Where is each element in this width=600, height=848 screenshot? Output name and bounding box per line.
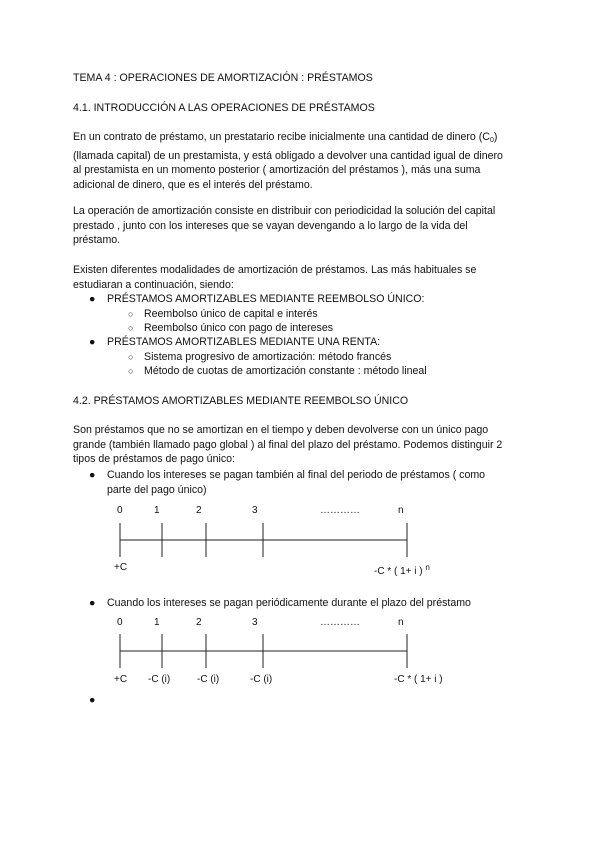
paragraph-line: La operación de amortización consiste en distribuir con periodicidad la solución del capital xyxy=(73,205,496,217)
paragraph-line: adicional de dinero, que es el interés del préstamo. xyxy=(73,178,313,191)
bullet-icon: ● xyxy=(89,694,96,706)
timeline-tick-label: 0 xyxy=(117,505,123,516)
cash-flow-label: -C * ( 1+ i ) $^n$ xyxy=(374,563,430,577)
cash-flow-label: -C (i) xyxy=(197,674,220,685)
paragraph-line: préstamo. xyxy=(73,234,121,246)
timeline-tick-label: 3 xyxy=(252,505,258,516)
empty-list-item xyxy=(89,693,107,707)
paragraph-line: tipos de préstamos de pago único: xyxy=(73,453,235,465)
document-title: TEMA 4 : OPERACIONES DE AMORTIZACIÓN : PRÉSTAMOS xyxy=(73,72,373,84)
paragraph-line: Son préstamos que no se amortizan en el tiempo y deben devolverse con un único pago xyxy=(73,424,489,436)
timeline-tick-label: 2 xyxy=(196,617,202,628)
timeline-tick-label: 3 xyxy=(252,617,258,628)
paragraph-line: grande (también llamado pago global ) al final del plazo del préstamo. Podemos distinguir 2 xyxy=(73,438,503,451)
sub-list-item: ○ Reembolso único con pago de intereses xyxy=(128,322,334,334)
timeline-tick-label: 1 xyxy=(154,505,160,516)
sub-list-item: ○ Reembolso único de capital e interés xyxy=(128,308,318,320)
list-item: ● Cuando los intereses se pagan periódicamente durante el plazo del préstamo xyxy=(89,597,471,609)
timeline-2 xyxy=(120,634,407,668)
list-item-continuation: parte del pago único) xyxy=(107,484,207,496)
cash-flow-label: -C (i) xyxy=(250,674,273,685)
paragraph-line: al prestamista en un momento posterior ( amortización del préstamos ), más una suma xyxy=(73,164,481,176)
list-item: ● Cuando los intereses se pagan también al final del periodo de préstamos ( como xyxy=(89,469,486,481)
timeline-tick-label: n xyxy=(398,505,404,516)
paragraph-line: estudiaran a continuación, siendo: xyxy=(73,278,234,291)
paragraph-line: prestado , junto con los intereses que se vayan devengando a lo largo de la vida del xyxy=(73,219,468,232)
list-item: ● PRÉSTAMOS AMORTIZABLES MEDIANTE REEMBOLSO ÚNICO: xyxy=(89,293,425,305)
bullet-icon: ● xyxy=(89,597,96,609)
paragraph-line: (llamada capital) de un prestamista, y está obligado a devolver una cantidad igual de dinero xyxy=(73,149,503,162)
circle-bullet-icon: ○ xyxy=(128,323,134,333)
section-heading-4-2: 4.2. PRÉSTAMOS AMORTIZABLES MEDIANTE REEMBOLSO ÚNICO xyxy=(73,395,409,407)
circle-bullet-icon: ○ xyxy=(128,366,134,376)
paragraph-line: En un contrato de préstamo, un prestatario recibe inicialmente una cantidad de dinero $(C_0)$ xyxy=(73,131,498,144)
cash-flow-label: -C * ( 1+ i ) xyxy=(394,674,443,685)
cash-flow-label: -C (i) xyxy=(148,674,171,685)
timeline-tick-label: ………… xyxy=(320,505,360,516)
timeline-1 xyxy=(120,523,407,557)
timeline-tick-label: n xyxy=(398,617,404,628)
sub-list-item: ○ Sistema progresivo de amortización: método francés xyxy=(128,351,392,363)
bullet-icon: ● xyxy=(89,336,96,348)
list-item: ● PRÉSTAMOS AMORTIZABLES MEDIANTE UNA RENTA: xyxy=(89,336,381,348)
paragraph-line: Existen diferentes modalidades de amortización de préstamos. Las más habituales se xyxy=(73,264,477,276)
cash-flow-label: +C xyxy=(114,562,128,573)
timeline-tick-label: ………… xyxy=(320,617,360,628)
bullet-icon: ● xyxy=(89,469,96,481)
cash-flow-label: +C xyxy=(114,674,128,685)
section-heading-4-1: 4.1. INTRODUCCIÓN A LAS OPERACIONES DE PRÉSTAMOS xyxy=(73,102,375,114)
bullet-icon: ● xyxy=(89,293,96,305)
timeline-tick-label: 1 xyxy=(154,617,160,628)
circle-bullet-icon: ○ xyxy=(128,352,134,362)
sub-list-item: ○ Método de cuotas de amortización constante : método lineal xyxy=(128,365,427,377)
timeline-tick-label: 2 xyxy=(196,505,202,516)
timeline-tick-label: 0 xyxy=(117,617,123,628)
circle-bullet-icon: ○ xyxy=(128,309,134,319)
